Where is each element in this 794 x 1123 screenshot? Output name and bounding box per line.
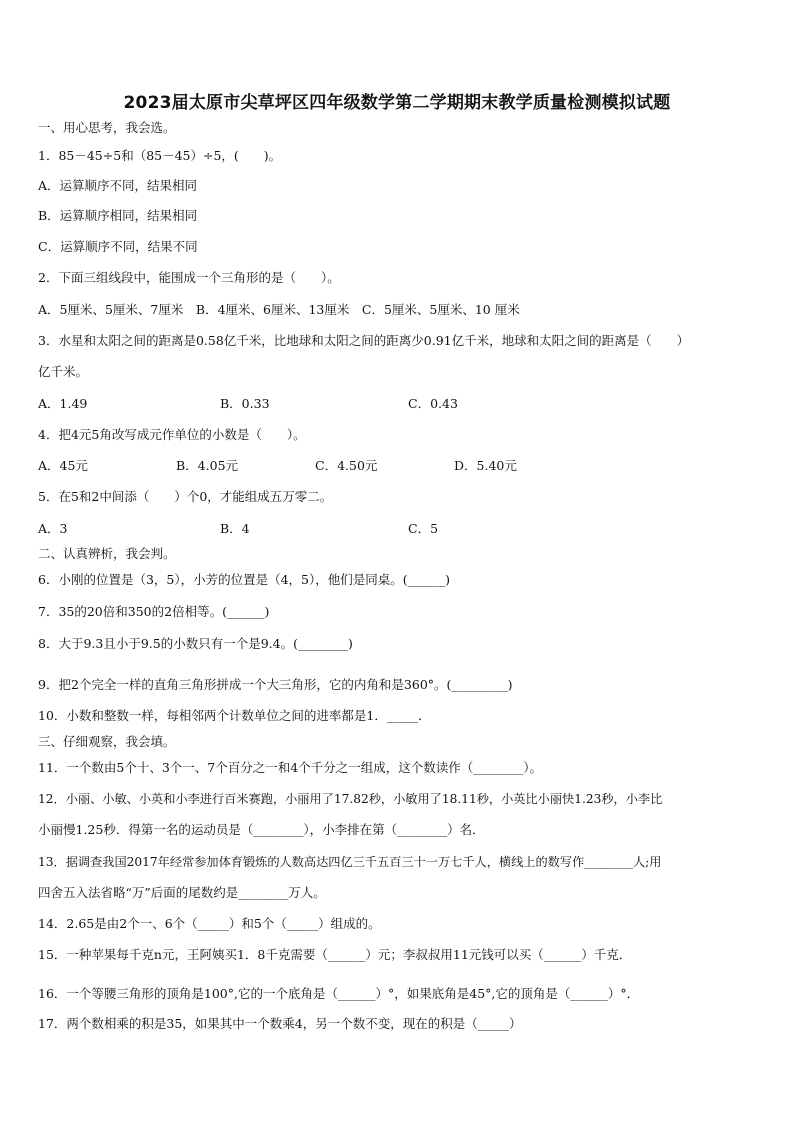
section-1-heading: 一、用心思考，我会选。 [38,120,176,135]
question-4-option-d: D．5.40元 [454,458,517,473]
question-2-options: A．5厘米、5厘米、7厘米 B．4厘米、6厘米、13厘米 C．5厘米、5厘米、10 厘米 [38,302,520,317]
question-4-option-a: A．45元 [38,458,88,473]
question-10: 10．小数和整数一样，每相邻两个计数单位之间的进率都是1．_____． [38,708,431,723]
question-3-line-2: 亿千米。 [38,364,89,379]
question-15: 15．一种苹果每千克n元，王阿姨买1．8千克需要（______）元；李叔叔用11元钱可以买（______）千克． [38,947,632,962]
question-4-option-c: C．4.50元 [315,458,378,473]
question-3-line-1: 3．水星和太阳之间的距离是0.58亿千米，比地球和太阳之间的距离少0.91亿千米，地球和太阳之间的距离是（ ） [38,333,690,348]
question-13-line-2: 四舍五入法省略“万”后面的尾数约是________万人。 [38,885,326,900]
question-1-option-b: B．运算顺序相同，结果相同 [38,208,198,223]
question-3-option-b: B．0.33 [220,396,270,411]
question-5-option-a: A．3 [38,521,68,536]
question-2: 2．下面三组线段中，能围成一个三角形的是（ ）。 [38,270,340,285]
question-7: 7．35的20倍和350的2倍相等。(______) [38,604,270,619]
question-3-option-c: C．0.43 [408,396,458,411]
question-4: 4．把4元5角改写成元作单位的小数是（ ）。 [38,427,306,442]
question-8: 8．大于9.3且小于9.5的小数只有一个是9.4。(________) [38,636,353,651]
question-4-option-b: B．4.05元 [176,458,239,473]
section-2-heading: 二、认真辨析，我会判。 [38,546,176,561]
question-6: 6．小刚的位置是（3，5），小芳的位置是（4，5），他们是同桌。(______) [38,572,451,587]
question-13-line-1: 13．据调查我国2017年经常参加体育锻炼的人数高达四亿三千五百三十一万七千人，横线上的数写作________人;用 [38,855,662,869]
question-1: 1．85－45÷5和（85－45）÷5，( )。 [38,148,282,163]
question-14: 14．2.65是由2个一、6个（_____）和5个（_____）组成的。 [38,916,381,931]
question-17: 17．两个数相乘的积是35，如果其中一个数乘4，另一个数不变，现在的积是（_____） [38,1016,522,1031]
question-12-line-1: 12．小丽、小敏、小英和小李进行百米赛跑，小丽用了17.82秒，小敏用了18.11秒，小英比小丽快1.23秒，小李比 [38,792,663,806]
question-5-option-c: C．5 [408,521,439,536]
page-title: 2023届太原市尖草坪区四年级数学第二学期期末教学质量检测模拟试题 [123,93,671,113]
question-16: 16．一个等腰三角形的顶角是100°,它的一个底角是（______）°，如果底角是45°,它的顶角是（______）°． [38,986,640,1001]
question-11: 11．一个数由5个十、3个一、7个百分之一和4个千分之一组成，这个数读作（________）。 [38,760,542,775]
question-1-option-a: A．运算顺序不同，结果相同 [38,178,198,193]
section-3-heading: 三、仔细观察，我会填。 [38,734,176,749]
question-5-option-b: B．4 [220,521,250,536]
question-12-line-2: 小丽慢1.25秒．得第一名的运动员是（________），小李排在第（________）名． [38,822,485,837]
question-5: 5．在5和2中间添（ ）个0，才能组成五万零二。 [38,489,333,504]
question-3-option-a: A．1.49 [38,396,88,411]
question-9: 9．把2个完全一样的直角三角形拼成一个大三角形，它的内角和是360°。(_________) [38,677,513,692]
question-1-option-c: C．运算顺序不同，结果不同 [38,239,198,254]
